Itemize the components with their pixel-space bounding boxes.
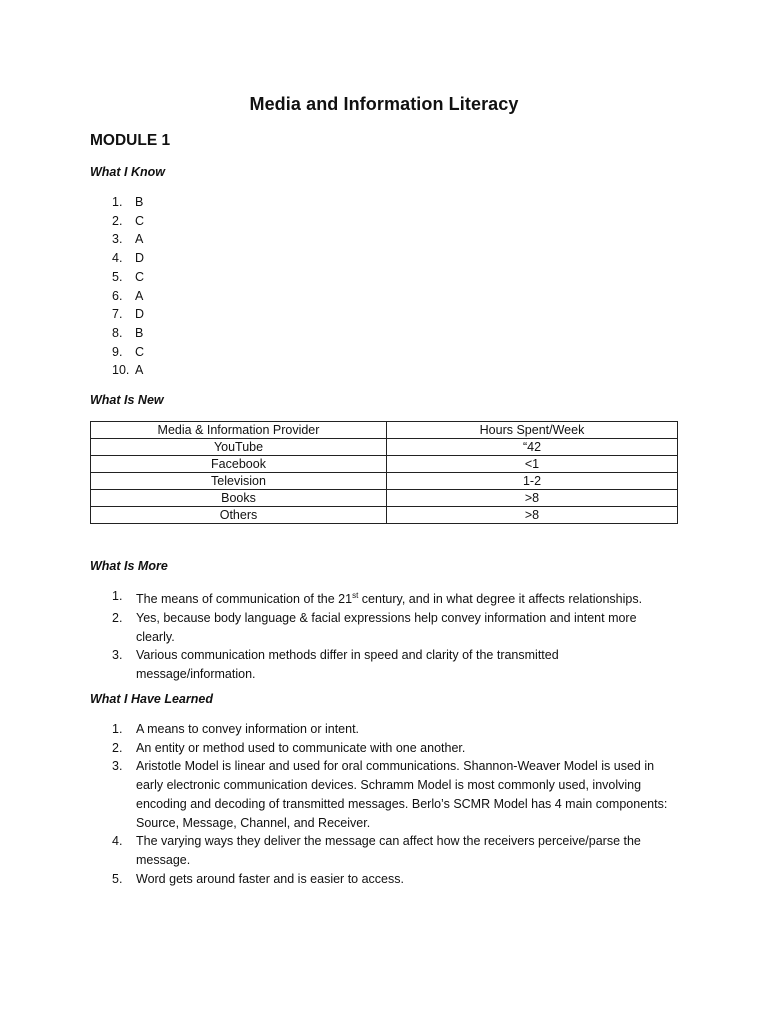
- list-item: [90, 324, 390, 343]
- list-item: [90, 757, 670, 832]
- list-number: 9.: [112, 344, 123, 359]
- what-is-more-list: [90, 587, 670, 684]
- table-row: [91, 490, 678, 507]
- table-cell: Books: [91, 490, 387, 507]
- list-item-text: century, and in what degree it affects relationships.: [358, 592, 643, 607]
- table-cell: YouTube: [91, 439, 387, 456]
- section-heading-what-is-new: What Is New: [90, 393, 164, 407]
- list-number: 4.: [112, 251, 123, 266]
- table-cell: >8: [387, 490, 678, 507]
- list-number: 3.: [112, 759, 123, 774]
- list-item: [90, 268, 390, 287]
- list-item-text: An entity or method used to communicate with one another.: [136, 740, 466, 755]
- list-item: [90, 193, 390, 212]
- list-item: [90, 343, 390, 362]
- list-number: 1.: [112, 722, 123, 736]
- list-item: [90, 832, 670, 869]
- table-cell: Others: [91, 507, 387, 524]
- list-item-text: B: [135, 325, 144, 340]
- list-item-text: D: [135, 307, 145, 322]
- table-header-row: [91, 422, 678, 439]
- what-i-have-learned-list: [90, 720, 670, 888]
- document-title: Media and Information Literacy: [249, 94, 519, 114]
- list-item: [90, 739, 670, 758]
- list-item: [90, 870, 670, 889]
- list-item-text: Word gets around faster and is easier to access.: [136, 871, 404, 886]
- list-item-text: Various communication methods differ in speed and clarity of the transmitted message/information.: [136, 648, 559, 681]
- list-item: [90, 609, 670, 646]
- list-number: 8.: [112, 325, 123, 340]
- table-row: [91, 473, 678, 490]
- list-number: 4.: [112, 834, 123, 849]
- list-item: [90, 720, 670, 739]
- list-item-text: Yes, because body language & facial expressions help convey information and intent more clearly.: [136, 610, 637, 644]
- list-item-text: C: [135, 269, 145, 284]
- list-number: 2.: [112, 610, 123, 625]
- list-number: 1.: [112, 195, 123, 209]
- list-number: 3.: [112, 232, 123, 247]
- hours-table: [90, 421, 678, 524]
- list-item-text: C: [135, 344, 145, 359]
- list-item-text: A: [135, 363, 144, 378]
- table-row: [91, 507, 678, 524]
- list-item: [90, 287, 390, 306]
- list-item-text: A means to convey information or intent.: [136, 722, 360, 736]
- list-number: 5.: [112, 269, 123, 284]
- list-item: [90, 305, 390, 324]
- table-cell: Television: [91, 473, 387, 490]
- list-number: 6.: [112, 288, 123, 303]
- list-number: 1.: [112, 589, 123, 603]
- table-cell: <1: [387, 456, 678, 473]
- module-heading: MODULE 1: [90, 132, 171, 149]
- list-item: [90, 587, 670, 609]
- list-item-text: D: [135, 251, 145, 266]
- list-item-text: The varying ways they deliver the message can affect how the receivers perceive/parse the message.: [136, 834, 641, 867]
- list-item-text: A: [135, 288, 144, 303]
- section-heading-what-i-have-learned: What I Have Learned: [90, 692, 213, 706]
- table-header-cell: Hours Spent/Week: [387, 422, 678, 439]
- list-number: 2.: [112, 740, 123, 755]
- table-cell: >8: [387, 507, 678, 524]
- list-number: 3.: [112, 648, 123, 663]
- table-cell: “42: [387, 439, 678, 456]
- list-item: [90, 361, 390, 380]
- list-number: 5.: [112, 871, 123, 886]
- table-header-cell: Media & Information Provider: [91, 422, 387, 439]
- list-item-text: B: [135, 195, 144, 209]
- list-item: [90, 646, 670, 683]
- list-item: [90, 230, 390, 249]
- list-item: [90, 249, 390, 268]
- list-number: 7.: [112, 307, 123, 322]
- list-item: [90, 212, 390, 231]
- list-number: 10.: [112, 363, 130, 378]
- table-row: [91, 456, 678, 473]
- table-cell: 1-2: [387, 473, 678, 490]
- section-heading-what-is-more: What Is More: [90, 559, 168, 573]
- superscript: st: [352, 591, 359, 600]
- answer-list: [90, 193, 390, 380]
- list-item-text: C: [135, 213, 145, 228]
- table-cell: Facebook: [91, 456, 387, 473]
- list-item-text: The means of communication of the 21: [136, 592, 353, 607]
- section-heading-what-i-know: What I Know: [90, 165, 165, 179]
- list-number: 2.: [112, 213, 123, 228]
- list-item-text: A: [135, 232, 144, 247]
- table-row: [91, 439, 678, 456]
- list-item-text: Aristotle Model is linear and used for oral communications. Shannon-Weaver Model is used in early electronic communication devices. Schramm Model is most commonly used, involving encoding and decoding of transmitted messages. Berlo’s SCMR Model has 4 main components: Source, Message, Channel, and Receiver.: [136, 759, 668, 830]
